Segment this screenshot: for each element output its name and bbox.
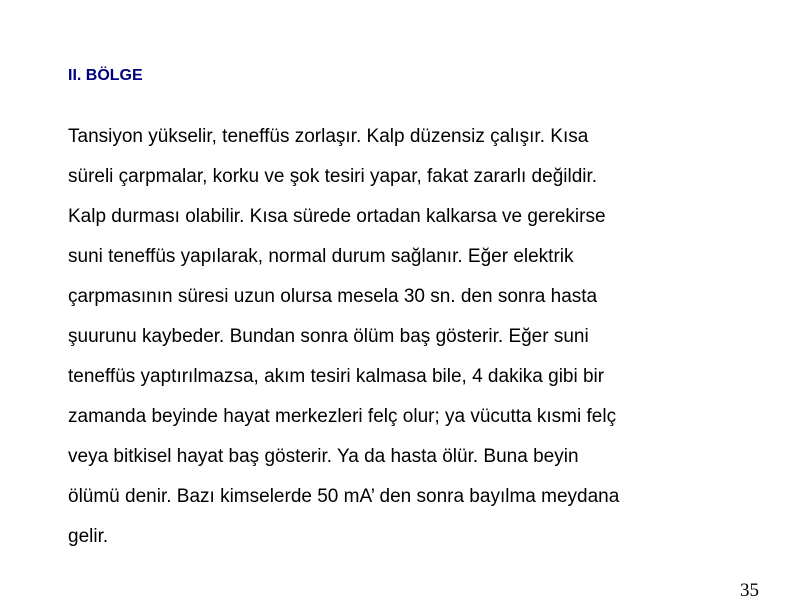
body-line: Kalp durması olabilir. Kısa sürede ortadan kalkarsa ve gerekirse <box>68 206 606 227</box>
body-line: veya bitkisel hayat baş gösterir. Ya da hasta ölür. Buna beyin <box>68 446 579 467</box>
body-line: ölümü denir. Bazı kimselerde 50 mA’ den sonra bayılma meydana <box>68 486 620 507</box>
body-line: zamanda beyinde hayat merkezleri felç olur; ya vücutta kısmi felç <box>68 406 617 427</box>
body-paragraph <box>68 124 778 564</box>
section-heading: II. BÖLGE <box>68 67 143 84</box>
page-number: 35 <box>740 580 759 600</box>
body-line: çarpmasının süresi uzun olursa mesela 30 sn. den sonra hasta <box>68 286 598 307</box>
body-line: teneffüs yaptırılmazsa, akım tesiri kalmasa bile, 4 dakika gibi bir <box>68 366 605 387</box>
body-line: suni teneffüs yapılarak, normal durum sağlanır. Eğer elektrik <box>68 246 574 267</box>
body-line: gelir. <box>68 526 109 547</box>
body-line: şuurunu kaybeder. Bundan sonra ölüm baş gösterir. Eğer suni <box>68 326 589 347</box>
body-line: süreli çarpmalar, korku ve şok tesiri yapar, fakat zararlı değildir. <box>68 166 598 187</box>
body-line: Tansiyon yükselir, teneffüs zorlaşır. Kalp düzensiz çalışır. Kısa <box>68 126 589 147</box>
